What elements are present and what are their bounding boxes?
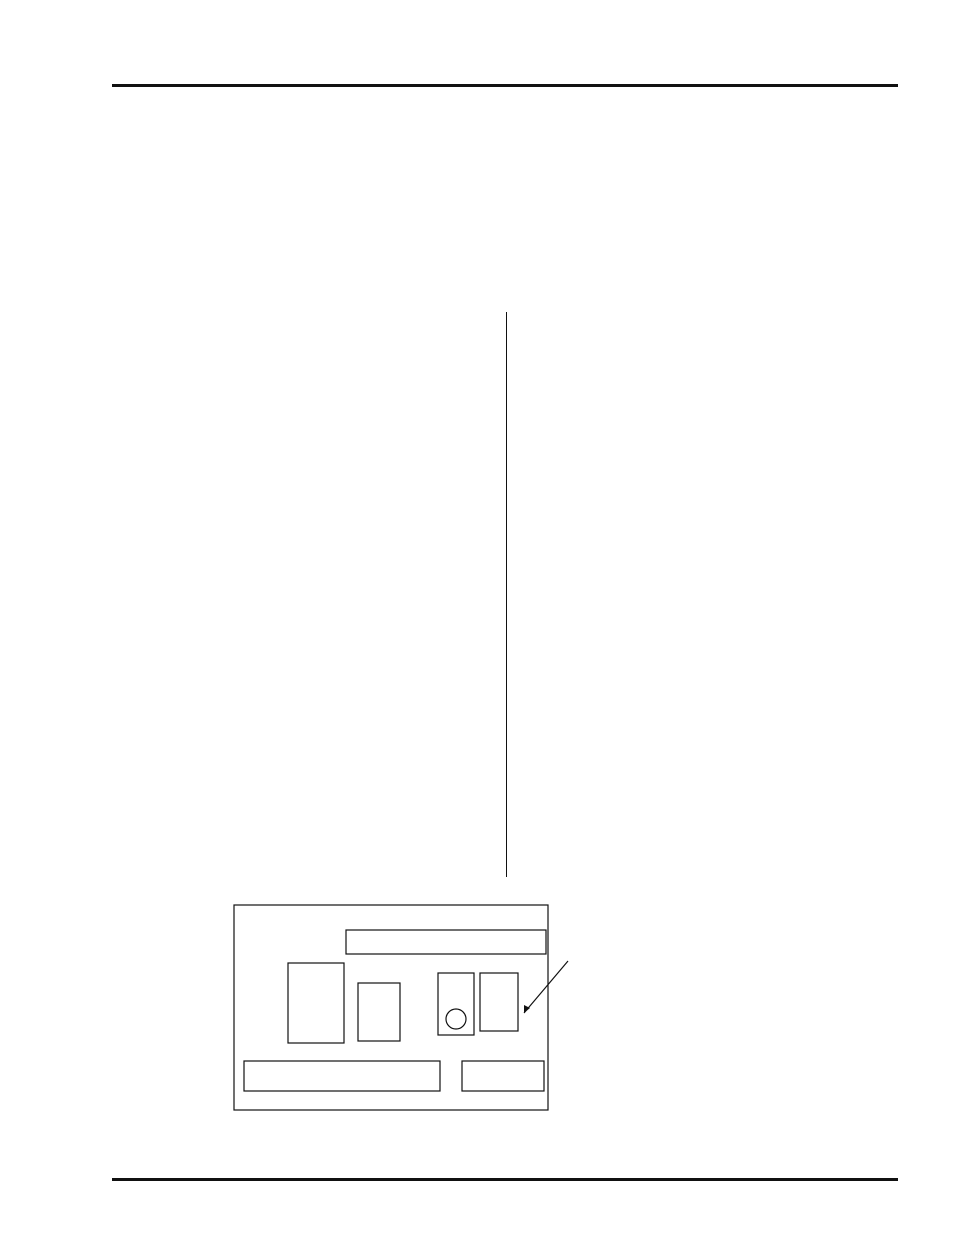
control-board-diagram	[228, 895, 808, 1165]
top-terminal-strip	[346, 930, 546, 954]
header-rule	[112, 84, 898, 87]
column-divider	[506, 312, 507, 877]
relay1-knob	[446, 1009, 466, 1029]
dpdt-relay-box	[358, 983, 400, 1041]
board-outline	[234, 905, 548, 1110]
relay1-box	[438, 973, 474, 1035]
relay2-box	[480, 973, 518, 1031]
sec-relay-box	[288, 963, 344, 1043]
callout-line	[524, 961, 568, 1013]
control-terminal-strip	[462, 1061, 544, 1091]
bottom-terminal-strip	[244, 1061, 440, 1091]
footer-rule	[112, 1178, 898, 1181]
